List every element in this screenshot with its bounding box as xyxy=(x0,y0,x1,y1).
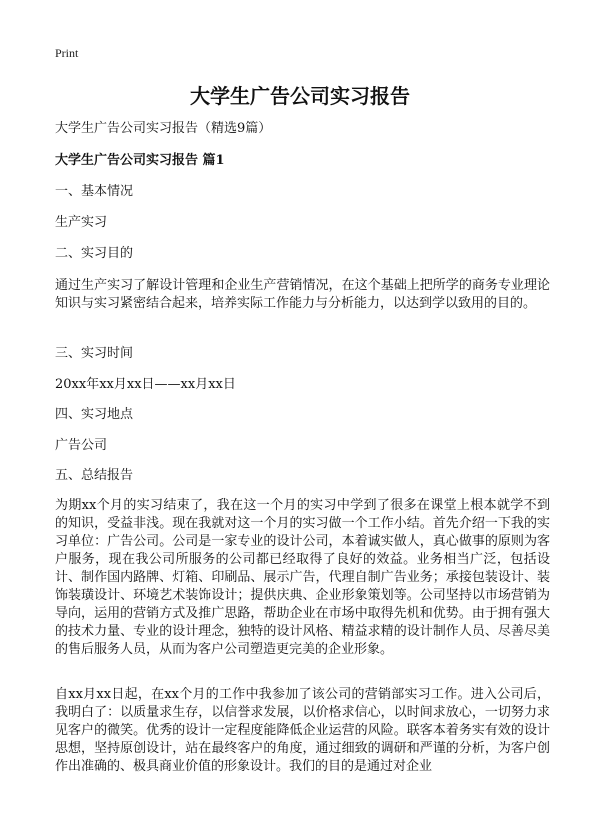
location-value: 广告公司 xyxy=(55,438,108,453)
time-heading: 三、实习时间 xyxy=(55,346,134,361)
print-link[interactable]: Print xyxy=(55,46,79,60)
document-subtitle: 大学生广告公司实习报告（精选9篇） xyxy=(55,121,272,136)
summary-paragraph: 为期xx个月的实习结束了，我在这一个月的实习中学到了很多在课堂上根本就学不到的知识，受益非浅。现在我就对这一个月的实习做一个工作小结。首先介绍一下我的实习单位：广告公司。公司是一家专业的设计公司，本着诚实做人，真心做事的原则为客户服务，现在我公司所服务的公司都已经取得了良好的效益。业务相当广泛，包括设计、制作国内路牌、灯箱、印刷品、展示广告，代理自制广告业务；承接包装设计、装饰装璜设计、环境艺术装饰设计；提供庆典、企业形象策划等。公司坚持以市场营销为导向，运用的营销方式及推广思路，帮助企业在市场中取得先机和优势。由于拥有强大的技术力量、专业的设计理念，独特的设计风格、精益求精的设计制作人员、尽善尽美的售后服务人员，从而为客户公司塑造更完美的企业形象。 xyxy=(55,498,550,657)
document-title: 大学生广告公司实习报告 xyxy=(190,84,410,108)
location-heading: 四、实习地点 xyxy=(55,407,134,422)
section-heading: 大学生广告公司实习报告 篇1 xyxy=(55,153,225,168)
basic-info-heading: 一、基本情况 xyxy=(55,184,134,199)
purpose-text: 通过生产实习了解设计管理和企业生产营销情况，在这个基础上把所学的商务专业理论知识与实习紧密结合起来，培养实际工作能力与分析能力，以达到学以致用的目的。 xyxy=(55,278,550,311)
purpose-heading: 二、实习目的 xyxy=(55,246,134,261)
time-value: 20xx年xx月xx日——xx月xx日 xyxy=(55,377,236,392)
summary-paragraph: 自xx月xx日起，在xx个月的工作中我参加了该公司的营销部实习工作。进入公司后，我明白了：以质量求生存，以信誉求发展，以价格求信心，以时间求放心，一切努力求见客户的微笑。优秀的设计一定程度能降低企业运营的风险。联客本着务实有效的设计思想，坚持原创设计，站在最终客户的角度，通过细致的调研和严谨的分析，为客户创作出准确的、极具商业价值的形象设计。我们的目的是通过对企业 xyxy=(55,687,550,774)
basic-info-value: 生产实习 xyxy=(55,215,108,230)
summary-heading: 五、总结报告 xyxy=(55,468,134,483)
